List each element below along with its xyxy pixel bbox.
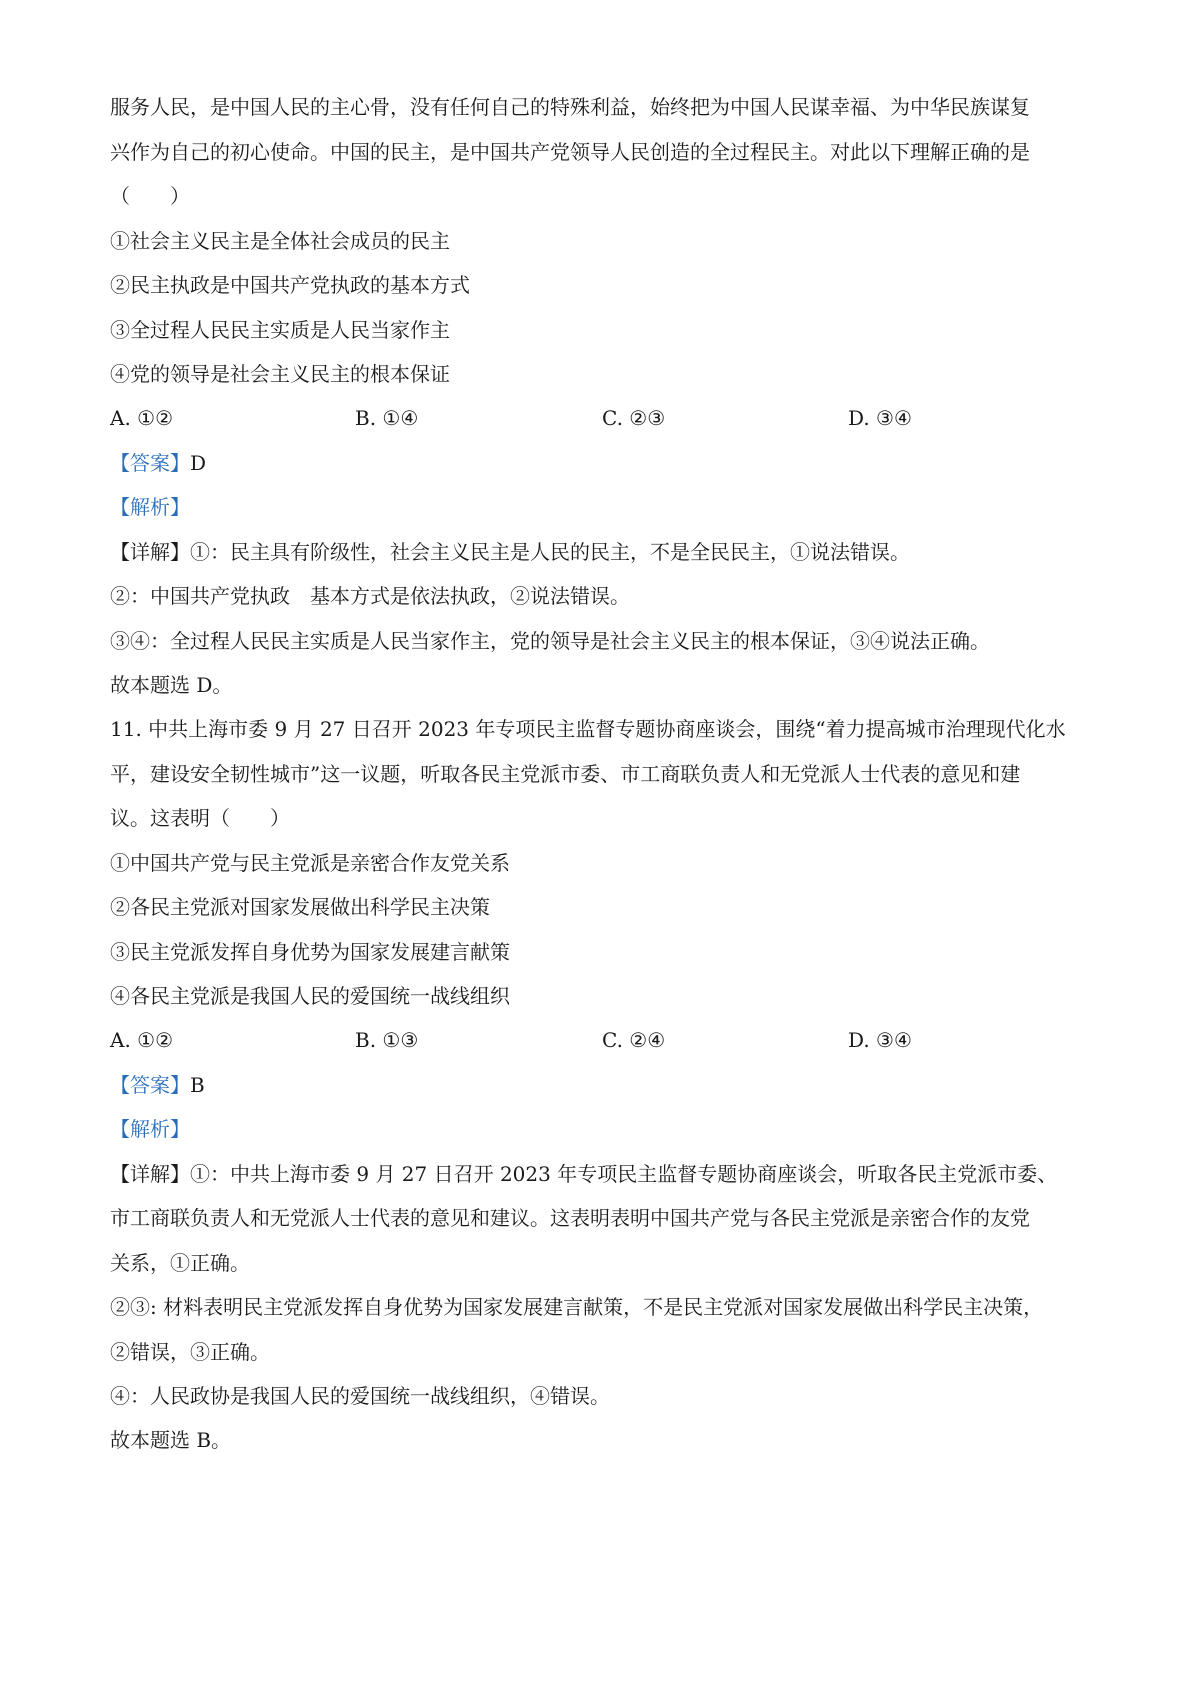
q10-option-d: D. ③④ — [848, 406, 912, 430]
q10-answer-line — [110, 448, 206, 478]
q10-detail-line-1 — [110, 537, 910, 567]
q10-detail-text-1: ①：民主具有阶级性，社会主义民主是人民的民主，不是全民民主，①说法错误。 — [190, 540, 910, 564]
q11-statement-3: ③民主党派发挥自身优势为国家发展建言献策 — [110, 940, 510, 964]
q11-detail-line-3: 关系，①正确。 — [110, 1251, 250, 1275]
q11-detail-line-2: 市工商联负责人和无党派人士代表的意见和建议。这表明表明中国共产党与各民主党派是亲密合作的友党 — [110, 1206, 1030, 1230]
q11-answer-tag: 【答案】 — [110, 1073, 190, 1097]
q11-detail-line-1 — [110, 1159, 1057, 1189]
q10-detail-line-3: ③④：全过程人民民主实质是人民当家作主，党的领导是社会主义民主的根本保证，③④说法正确。 — [110, 629, 990, 653]
q10-answer-tag: 【答案】 — [110, 451, 190, 475]
q10-stem-line-2: 兴作为自己的初心使命。中国的民主，是中国共产党领导人民创造的全过程民主。对此以下理解正确的是 — [110, 140, 1030, 164]
q10-analysis-line — [110, 492, 190, 522]
q11-statement-1: ①中国共产党与民主党派是亲密合作友党关系 — [110, 851, 510, 875]
q10-statement-1: ①社会主义民主是全体社会成员的民主 — [110, 229, 450, 253]
q10-detail-tag: 【详解】 — [110, 540, 190, 564]
q11-answer-value: B — [190, 1073, 205, 1097]
q11-detail-line-5: ②错误，③正确。 — [110, 1340, 270, 1364]
q10-statement-2: ②民主执政是中国共产党执政的基本方式 — [110, 273, 470, 297]
q11-detail-tag: 【详解】 — [110, 1162, 190, 1186]
q11-conclusion: 故本题选 B。 — [110, 1428, 232, 1452]
q11-analysis-line — [110, 1114, 190, 1144]
q11-stem-line-2: 平，建设安全韧性城市”这一议题，听取各民主党派市委、市工商联负责人和无党派人士代表的意见和建 — [110, 762, 1021, 786]
q10-statement-3: ③全过程人民民主实质是人民当家作主 — [110, 318, 450, 342]
q11-stem-line-1: 11. 中共上海市委 9 月 27 日召开 2023 年专项民主监督专题协商座谈会，围绕“着力提高城市治理现代化水 — [110, 717, 1066, 741]
q11-detail-line-4: ②③: 材料表明民主党派发挥自身优势为国家发展建言献策，不是民主党派对国家发展做出科学民主决策， — [110, 1295, 1044, 1319]
q10-statement-4: ④党的领导是社会主义民主的根本保证 — [110, 362, 450, 386]
q11-detail-line-6: ④：人民政协是我国人民的爱国统一战线组织，④错误。 — [110, 1384, 610, 1408]
q11-option-a: A. ①② — [110, 1028, 174, 1052]
q11-statement-2: ②各民主党派对国家发展做出科学民主决策 — [110, 895, 490, 919]
q11-option-b: B. ①③ — [355, 1028, 419, 1052]
q10-stem-line-1: 服务人民，是中国人民的主心骨，没有任何自己的特殊利益，始终把为中国人民谋幸福、为中华民族谋复 — [110, 95, 1030, 119]
q11-option-c: C. ②④ — [602, 1028, 666, 1052]
q11-option-d: D. ③④ — [848, 1028, 912, 1052]
q10-option-c: C. ②③ — [602, 406, 666, 430]
q10-analysis-tag: 【解析】 — [110, 495, 190, 519]
q11-statement-4: ④各民主党派是我国人民的爱国统一战线组织 — [110, 984, 510, 1008]
q10-stem-line-3: （ ） — [110, 184, 190, 208]
q10-option-b: B. ①④ — [355, 406, 419, 430]
q11-analysis-tag: 【解析】 — [110, 1117, 190, 1141]
q11-stem-line-3: 议。这表明（ ） — [110, 806, 290, 830]
q10-detail-line-2: ②：中国共产党执政 基本方式是依法执政，②说法错误。 — [110, 584, 630, 608]
q10-answer-value: D — [190, 451, 207, 475]
q10-option-a: A. ①② — [110, 406, 174, 430]
q11-answer-line — [110, 1070, 205, 1100]
q10-conclusion: 故本题选 D。 — [110, 673, 233, 697]
q11-detail-text-1: ①：中共上海市委 9 月 27 日召开 2023 年专项民主监督专题协商座谈会，听取各民主党派市委、 — [190, 1162, 1058, 1186]
